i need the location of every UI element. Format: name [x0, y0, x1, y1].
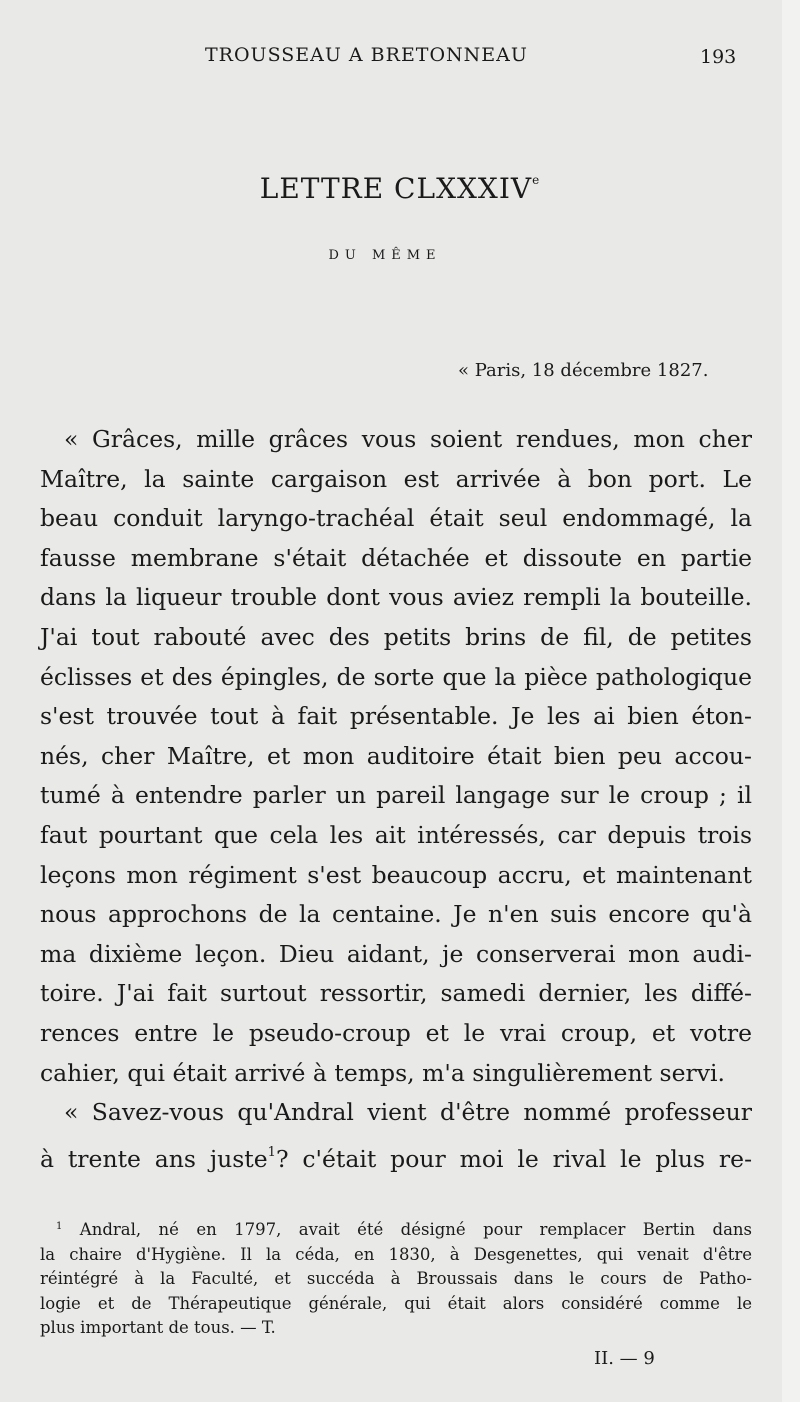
body-line: beau conduit laryngo-trachéal était seul endommagé, la	[40, 504, 752, 533]
body-line: ma dixième leçon. Dieu aidant, je conserverai mon audi-	[40, 939, 752, 968]
body-line: leçons mon régiment s'est beaucoup accru, et maintenant	[40, 860, 752, 889]
footnote-line: la chaire d'Hygiène. Il la céda, en 1830, à Desgenettes, qui venait d'être	[40, 1244, 752, 1264]
body-line: fausse membrane s'était détachée et dissoute en partie	[40, 543, 752, 572]
footnote-ref: 1	[267, 1144, 276, 1160]
body-line: tumé à entendre parler un pareil langage sur le croup ; il	[40, 781, 752, 810]
body-line: nés, cher Maître, et mon auditoire était bien peu accou-	[40, 741, 752, 770]
body-line: éclisses et des épingles, de sorte que la pièce pathologique	[40, 662, 752, 691]
body-line: rences entre le pseudo-croup et le vrai croup, et votre	[40, 1018, 752, 1047]
page-edge	[782, 0, 800, 1402]
letter-title	[0, 172, 760, 205]
body-line-with-note	[40, 1133, 752, 1173]
signature-mark: II. — 9	[594, 1348, 655, 1369]
body-line: dans la liqueur trouble dont vous aviez rempli la bouteille.	[40, 583, 752, 612]
body-line: faut pourtant que cela les ait intéressés, car depuis trois	[40, 820, 752, 849]
letter-title-sup: e	[532, 173, 541, 187]
dateline: « Paris, 18 décembre 1827.	[458, 360, 709, 381]
letter-title-text: LETTRE CLXXXIV	[259, 172, 533, 205]
body-line: toire. J'ai fait surtout ressortir, samedi dernier, les diffé-	[40, 979, 752, 1008]
body-line: « Grâces, mille grâces vous soient rendues, mon cher	[64, 425, 752, 453]
footnote-text: Andral, né en 1797, avait été désigné pour remplacer Bertin dans	[79, 1220, 753, 1239]
body-line: J'ai tout rabouté avec des petits brins de fil, de petites	[40, 622, 752, 651]
letter-subtitle: DU MÊME	[328, 248, 442, 263]
body-line-part: ? c'était pour moi le rival le plus re-	[275, 1144, 753, 1173]
body-line: nous approchons de la centaine. Je n'en suis encore qu'à	[40, 900, 752, 929]
body-line: s'est trouvée tout à fait présentable. Je les ai bien éton-	[40, 702, 752, 731]
footnote-line: réintégré à la Faculté, et succéda à Broussais dans le cours de Patho-	[40, 1269, 752, 1288]
body-line: « Savez-vous qu'Andral vient d'être nommé professeur	[64, 1098, 752, 1127]
footnote-line: logie et de Thérapeutique générale, qui était alors considéré comme le	[40, 1293, 752, 1313]
footnote-marker: 1	[56, 1221, 63, 1232]
body-line-part: à trente ans juste	[40, 1144, 268, 1173]
page-number: 193	[700, 46, 737, 68]
letter-body	[40, 420, 752, 1172]
footnote-line	[40, 1215, 752, 1243]
footnotes	[40, 1215, 752, 1341]
body-line: Maître, la sainte cargaison est arrivée à bon port. Le	[40, 464, 752, 493]
footnote-line: plus important de tous. — T.	[40, 1318, 276, 1337]
body-line: cahier, qui était arrivé à temps, m'a singulièrement servi.	[40, 1058, 725, 1087]
running-head: TROUSSEAU A BRETONNEAU	[205, 44, 528, 66]
